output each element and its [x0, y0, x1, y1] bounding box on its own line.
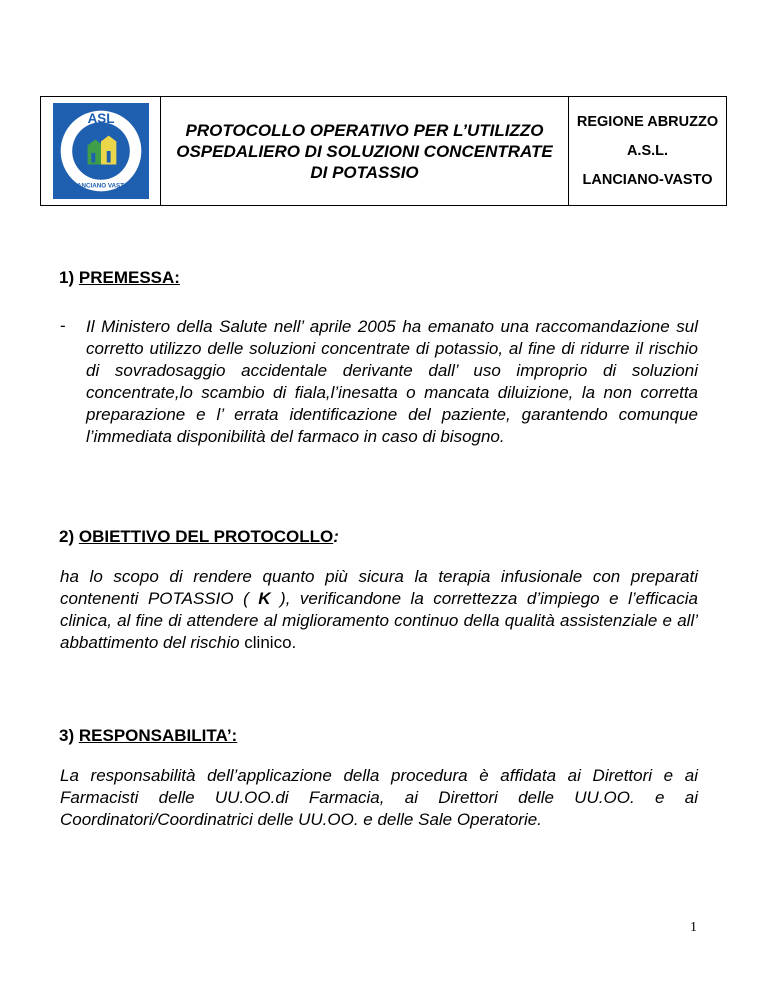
section-number: 2)	[59, 527, 75, 546]
potassium-symbol: K	[258, 589, 271, 608]
logo-text: ASL	[87, 111, 114, 127]
obiettivo-text-end: clinico.	[244, 633, 297, 652]
premessa-text: Il Ministero della Salute nell’ aprile 2005 ha emanato una raccomandazione sul corretto utilizzo delle soluzioni concentrate di potassio, al fine di ridurre il rischio di sovradosaggio accidentale derivante dall’ uso improprio di soluzioni concentrate,lo scambio di fiala,l’inesatta o mancata diluizione, la non corretta preparazione e l’ errata identificazione del paziente, garantendo comunque l’immediata disponibilità del farmaco in caso di bisogno.	[86, 317, 698, 446]
region-cell	[569, 97, 727, 206]
city-name: LANCIANO-VASTO	[582, 171, 713, 188]
obiettivo-text-before: ha lo scopo di rendere quanto più sicura la terapia infusionale con preparati contenenti POTASSIO (	[60, 567, 698, 608]
bullet-dash: -	[60, 316, 66, 335]
obiettivo-text-after: ), verificandone la correttezza d’impiego e l’efficacia clinica, al fine di attendere al miglioramento continuo della qualità assistenziale e all’ abbattimento del rischio	[60, 589, 698, 652]
logo-ring-text: LANCIANO VASTO	[72, 182, 129, 190]
header-table	[40, 96, 727, 206]
section-title: PREMESSA:	[78, 268, 180, 287]
section-number: 1)	[59, 268, 75, 287]
section-number: 3)	[59, 726, 75, 745]
region-name: REGIONE ABRUZZO	[576, 113, 719, 130]
section-title: RESPONSABILITA’:	[78, 726, 238, 745]
section-title: OBIETTIVO DEL PROTOCOLLO	[78, 527, 334, 546]
logo-cell	[41, 97, 161, 206]
section-obiettivo-heading	[59, 527, 339, 547]
title-cell	[161, 97, 569, 206]
page-number: 1	[690, 920, 697, 935]
document-title: PROTOCOLLO OPERATIVO PER L’UTILIZZO OSPEDALIERO DI SOLUZIONI CONCENTRATE DI POTASSIO	[176, 120, 553, 182]
responsabilita-text: La responsabilità dell’applicazione della procedura è affidata ai Direttori e ai Farmacisti delle UU.OO.di Farmacia, ai Direttori delle UU.OO. e ai Coordinatori/Coordinatrici delle UU.OO. e delle Sale Operatorie.	[60, 766, 698, 829]
asl-logo-icon	[53, 103, 149, 199]
section-responsabilita-heading	[59, 726, 237, 746]
section-premessa-heading	[59, 268, 180, 288]
section-colon: :	[333, 527, 339, 546]
asl-name: A.S.L.	[626, 142, 669, 159]
obiettivo-text	[60, 566, 698, 654]
